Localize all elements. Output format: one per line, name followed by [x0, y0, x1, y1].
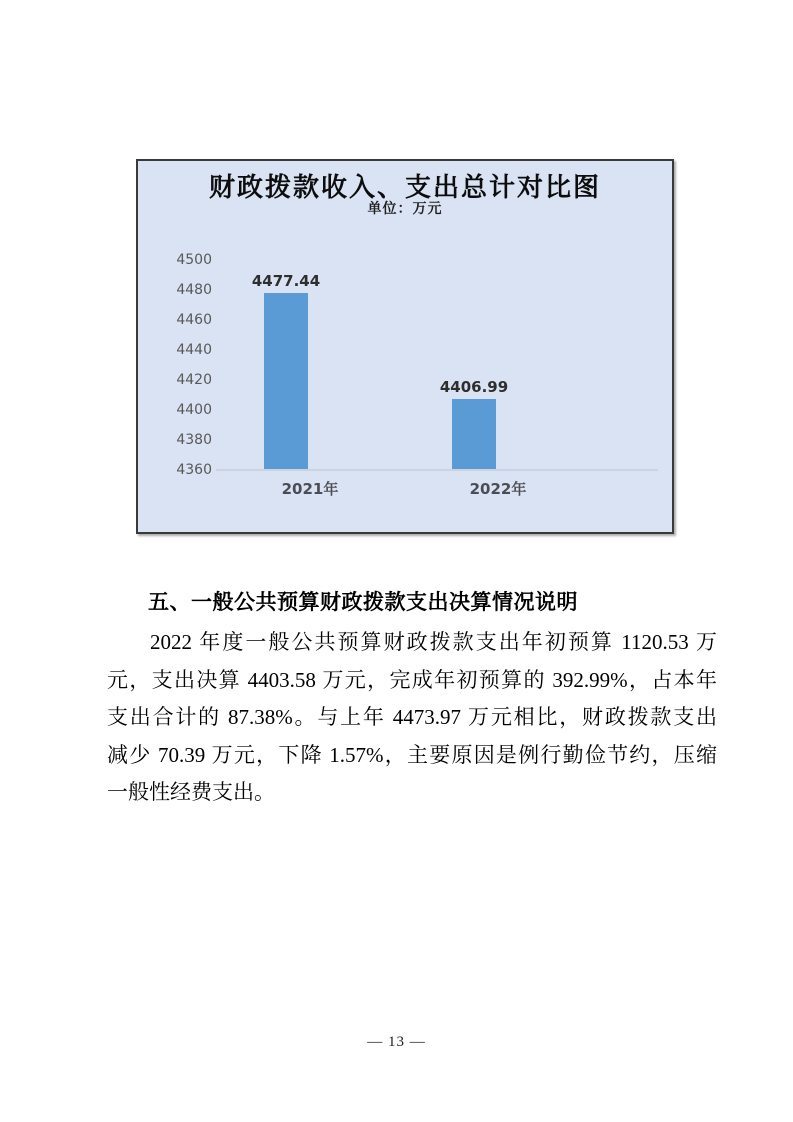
- y-axis-tick-label: 4440: [176, 342, 212, 358]
- bar-value-label: 4477.44: [251, 272, 321, 290]
- paragraph-line: 支出合计的 87.38%。与上年 4473.97 万元相比，财政拨款支出: [107, 705, 717, 729]
- y-axis-tick-label: 4500: [176, 252, 212, 268]
- y-axis-tick-label: 4460: [176, 312, 212, 328]
- plot-area: [138, 161, 672, 532]
- paragraph-line: 一般性经费支出。: [107, 780, 275, 804]
- x-axis-category-label: 2021年: [281, 480, 339, 498]
- chart-unit-label: 单位：万元: [367, 202, 443, 217]
- page-number: — 13 —: [367, 1034, 426, 1050]
- bar-2021年: [264, 293, 308, 469]
- y-axis-tick-label: 4360: [176, 462, 212, 478]
- y-axis-tick-label: 4480: [176, 282, 212, 298]
- x-axis-line: [216, 469, 658, 471]
- paragraph-line: 减少 70.39 万元，下降 1.57%，主要原因是例行勤俭节约，压缩: [107, 742, 717, 767]
- chart-title: 财政拨款收入、支出总计对比图: [208, 173, 601, 202]
- y-axis-tick-label: 4420: [176, 372, 212, 388]
- x-axis-category-label: 2022年: [469, 480, 527, 498]
- y-axis-tick-label: 4400: [176, 402, 212, 418]
- chart-frame: [136, 159, 674, 534]
- paragraph: [107, 624, 717, 812]
- y-axis-tick-label: 4380: [176, 432, 212, 448]
- bar-value-label: 4406.99: [439, 378, 509, 396]
- bar-2022年: [452, 399, 496, 469]
- section-text: [107, 591, 717, 812]
- section-heading: 五、一般公共预算财政拨款支出决算情况说明: [148, 591, 578, 614]
- paragraph-line: 2022 年度一般公共预算财政拨款支出年初预算 1120.53 万: [150, 630, 717, 654]
- paragraph-line: 元，支出决算 4403.58 万元，完成年初预算的 392.99%，占本年: [107, 667, 717, 692]
